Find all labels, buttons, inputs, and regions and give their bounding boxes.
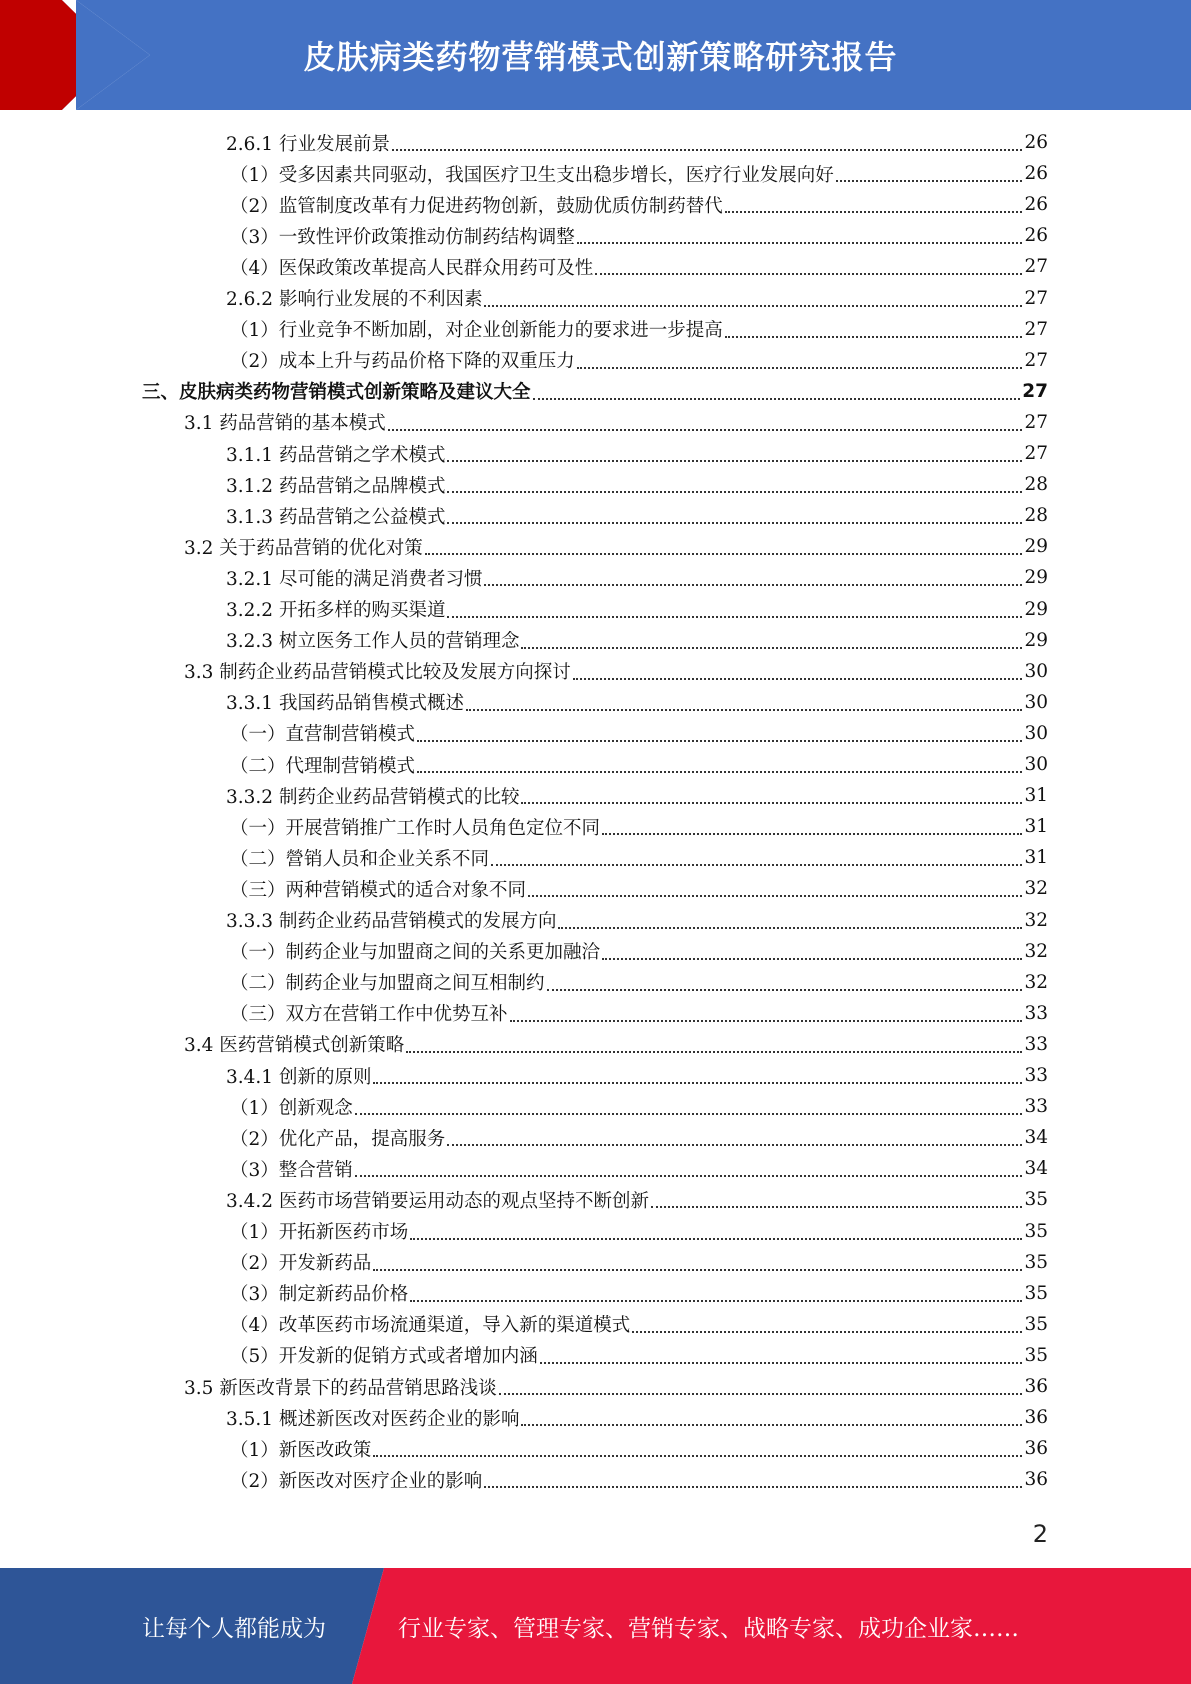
toc-entry-title: （4）改革医药市场流通渠道，导入新的渠道模式: [230, 1315, 631, 1337]
toc-leader-dots: [425, 552, 1023, 555]
toc-leader-dots: [484, 1485, 1022, 1488]
toc-leader-dots: [484, 583, 1022, 586]
toc-entry[interactable]: [230, 1247, 1048, 1278]
toc-entry-page: 33: [1024, 1065, 1048, 1086]
toc-entry-title: 3.1 药品营销的基本模式: [184, 413, 386, 435]
toc-entry[interactable]: [230, 1464, 1048, 1495]
toc-leader-dots: [447, 490, 1022, 493]
toc-leader-dots: [602, 957, 1022, 960]
toc-entry[interactable]: [230, 998, 1048, 1029]
toc-entry-page: 31: [1024, 785, 1048, 807]
toc-leader-dots: [725, 210, 1023, 213]
toc-entry[interactable]: [226, 780, 1048, 811]
toc-entry-page: 34: [1024, 1158, 1048, 1180]
toc-entry-page: 26: [1024, 163, 1048, 185]
toc-entry-page: 32: [1024, 909, 1048, 931]
toc-leader-dots: [491, 863, 1022, 866]
toc-leader-dots: [417, 739, 1022, 742]
toc-leader-dots: [499, 1392, 1023, 1395]
toc-entry-title: （2）开发新药品: [230, 1253, 372, 1275]
toc-entry-page: 36: [1024, 1376, 1048, 1397]
toc-entry-page: 32: [1024, 971, 1048, 993]
toc-leader-dots: [521, 646, 1022, 649]
toc-entry-page: 29: [1024, 536, 1048, 558]
toc-entry-title: （二）營销人员和企业关系不同: [230, 848, 490, 870]
toc-entry-title: 2.6.1 行业发展前景: [226, 133, 390, 155]
toc-entry[interactable]: [230, 1216, 1048, 1247]
toc-entry[interactable]: [230, 314, 1048, 345]
toc-leader-dots: [355, 1112, 1023, 1115]
toc-leader-dots: [573, 677, 1023, 680]
toc-entry-page: 27: [1022, 380, 1048, 402]
toc-entry[interactable]: [226, 687, 1048, 718]
toc-entry[interactable]: [142, 376, 1048, 407]
toc-entry-title: （2）新医改对医疗企业的影响: [230, 1470, 483, 1492]
toc-entry-title: 3.2.1 尽可能的满足消费者习惯: [226, 568, 483, 590]
toc-entry[interactable]: [226, 1402, 1048, 1433]
toc-entry[interactable]: [230, 1340, 1048, 1371]
toc-entry-title: 3.2.3 树立医务工作人员的营销理念: [226, 631, 520, 653]
toc-entry-title: 3.4.2 医药市场营销要运用动态的观点坚持不断创新: [226, 1190, 649, 1212]
red-arrow-icon: [0, 0, 160, 110]
toc-entry-title: （一）直营制营销模式: [230, 724, 416, 746]
toc-entry-page: 35: [1024, 1313, 1048, 1335]
toc-entry[interactable]: [230, 1091, 1048, 1122]
toc-entry[interactable]: [230, 189, 1048, 220]
toc-entry[interactable]: [230, 220, 1048, 251]
toc-leader-dots: [417, 770, 1022, 773]
toc-leader-dots: [355, 1174, 1023, 1177]
toc-entry-title: 3.3.3 制药企业药品营销模式的发展方向: [226, 911, 557, 932]
toc-entry-page: 32: [1024, 878, 1048, 900]
toc-entry-title: （2）优化产品，提高服务: [230, 1128, 446, 1150]
toc-entry-page: 27: [1024, 256, 1048, 278]
toc-entry[interactable]: [226, 127, 1048, 158]
toc-entry-title: （3）整合营销: [230, 1159, 353, 1181]
toc-entry-page: 35: [1024, 1344, 1048, 1366]
toc-leader-dots: [595, 272, 1022, 275]
toc-entry-page: 30: [1024, 722, 1048, 744]
toc-leader-dots: [602, 832, 1022, 835]
toc-entry[interactable]: [230, 251, 1048, 282]
toc-entry-page: 28: [1024, 505, 1048, 527]
toc-entry[interactable]: [226, 500, 1048, 531]
toc-entry-page: 33: [1024, 1033, 1048, 1055]
toc-entry[interactable]: [184, 407, 1048, 438]
toc-entry[interactable]: [184, 656, 1048, 687]
footer-slogan-right: 行业专家、管理专家、营销专家、战略专家、成功企业家……: [398, 1615, 1019, 1642]
toc-entry[interactable]: [230, 967, 1048, 998]
header-banner: [0, 0, 1191, 110]
toc-entry-page: 35: [1024, 1251, 1048, 1273]
toc-entry-page: 30: [1024, 660, 1048, 682]
toc-entry-title: （5）开发新的促销方式或者增加内涵: [230, 1346, 538, 1368]
toc-entry[interactable]: [226, 1060, 1048, 1091]
toc-entry-title: （3）一致性评价政策推动仿制药结构调整: [230, 226, 575, 248]
toc-entry-page: 27: [1024, 411, 1048, 433]
toc-leader-dots: [392, 148, 1022, 151]
footer-banner: [0, 1568, 1191, 1684]
toc-entry-title: （三）两种营销模式的适合对象不同: [230, 879, 527, 901]
toc-leader-dots: [651, 1205, 1022, 1208]
toc-entry-page: 29: [1024, 629, 1048, 651]
toc-entry-page: 36: [1024, 1469, 1048, 1491]
page-number: 2: [1032, 1520, 1048, 1548]
toc-entry-page: 36: [1024, 1407, 1048, 1429]
toc-entry-page: 27: [1024, 443, 1048, 464]
toc-entry-title: 2.6.2 影响行业发展的不利因素: [226, 289, 483, 310]
toc-entry[interactable]: [226, 283, 1048, 314]
toc-entry-title: （2）监管制度改革有力促进药物创新，鼓励优质仿制药替代: [230, 195, 723, 217]
toc-leader-dots: [447, 459, 1022, 462]
toc-entry-title: 3.3.1 我国药品销售模式概述: [226, 693, 464, 715]
toc-entry[interactable]: [230, 1278, 1048, 1309]
toc-entry[interactable]: [230, 842, 1048, 873]
toc-entry[interactable]: [226, 469, 1048, 500]
toc-entry-page: 32: [1024, 940, 1048, 962]
toc-entry-title: 3.3 制药企业药品营销模式比较及发展方向探讨: [184, 662, 571, 684]
toc-entry-title: 3.5 新医改背景下的药品营销思路浅谈: [184, 1377, 497, 1399]
toc-entry[interactable]: [184, 1029, 1048, 1060]
toc-leader-dots: [510, 1019, 1023, 1022]
toc-entry[interactable]: [226, 594, 1048, 625]
toc-leader-dots: [410, 1237, 1022, 1240]
toc-leader-dots: [547, 988, 1023, 991]
toc-entry-title: （4）医保政策改革提高人民群众用药可及性: [230, 257, 594, 279]
toc-entry-title: 3.1.1 药品营销之学术模式: [226, 444, 446, 466]
toc-leader-dots: [406, 1050, 1022, 1053]
toc-leader-dots: [540, 1361, 1023, 1364]
toc-entry-title: （1）受多因素共同驱动，我国医疗卫生支出稳步增长，医疗行业发展向好: [230, 164, 834, 186]
toc-entry-title: 3.2.2 开拓多样的购买渠道: [226, 600, 446, 621]
toc-entry[interactable]: [230, 718, 1048, 749]
toc-entry-page: 35: [1024, 1189, 1048, 1211]
toc-entry-page: 35: [1024, 1282, 1048, 1304]
toc-entry-title: 3.4.1 创新的原则: [226, 1066, 372, 1088]
toc-entry[interactable]: [226, 1184, 1048, 1215]
toc-leader-dots: [521, 801, 1022, 804]
toc-entry-page: 26: [1024, 225, 1048, 247]
toc-entry-page: 35: [1024, 1220, 1048, 1242]
toc-entry-page: 31: [1024, 816, 1048, 838]
toc-entry[interactable]: [230, 1122, 1048, 1153]
toc-leader-dots: [577, 241, 1023, 244]
toc-leader-dots: [447, 615, 1022, 618]
report-title: 皮肤病类药物营销模式创新策略研究报告: [303, 38, 898, 76]
toc-entry-title: （1）创新观念: [230, 1097, 353, 1119]
toc-entry-title: 3.5.1 概述新医改对医药企业的影响: [226, 1408, 520, 1430]
toc-leader-dots: [373, 1081, 1022, 1084]
toc-entry-title: 三、皮肤病类药物营销模式创新策略及建议大全: [142, 382, 531, 404]
toc-entry-page: 36: [1024, 1438, 1048, 1460]
toc-entry-page: 26: [1024, 132, 1048, 153]
toc-entry-page: 30: [1024, 754, 1048, 775]
toc-entry-title: 3.4 医药营销模式创新策略: [184, 1035, 405, 1057]
toc-entry[interactable]: [230, 811, 1048, 842]
toc-leader-dots: [447, 1143, 1022, 1146]
toc-entry-page: 33: [1024, 1002, 1048, 1024]
toc-entry-page: 29: [1024, 598, 1048, 620]
toc-leader-dots: [577, 366, 1023, 369]
toc-entry[interactable]: [226, 438, 1048, 469]
toc-leader-dots: [632, 1330, 1022, 1333]
toc-entry[interactable]: [230, 345, 1048, 376]
toc-leader-dots: [558, 926, 1022, 929]
toc-entry-title: （3）制定新药品价格: [230, 1284, 409, 1306]
toc-entry-page: 30: [1024, 691, 1048, 713]
toc-entry-title: （1）行业竞争不断加剧，对企业创新能力的要求进一步提高: [230, 320, 723, 342]
toc-entry-title: 3.1.2 药品营销之品牌模式: [226, 475, 446, 497]
toc-entry-page: 29: [1024, 567, 1048, 589]
toc-entry[interactable]: [230, 749, 1048, 780]
toc-entry[interactable]: [184, 1371, 1048, 1402]
toc-entry[interactable]: [230, 158, 1048, 189]
toc-entry[interactable]: [226, 562, 1048, 593]
toc-entry[interactable]: [230, 936, 1048, 967]
toc-leader-dots: [410, 1299, 1022, 1302]
toc-leader-dots: [447, 521, 1022, 524]
toc-leader-dots: [373, 1454, 1022, 1457]
toc-leader-dots: [725, 335, 1023, 338]
toc-entry-title: （一）制药企业与加盟商之间的关系更加融洽: [230, 942, 601, 964]
toc-entry-title: （二）制药企业与加盟商之间互相制约: [230, 973, 545, 995]
toc-leader-dots: [836, 179, 1023, 182]
toc-entry-title: （1）新医改政策: [230, 1439, 372, 1461]
footer-slogan-left: 让每个人都能成为: [142, 1615, 326, 1642]
toc-entry[interactable]: [230, 1433, 1048, 1464]
toc-entry[interactable]: [226, 625, 1048, 656]
toc-entry-page: 33: [1024, 1096, 1048, 1118]
toc-entry-page: 26: [1024, 194, 1048, 216]
toc-leader-dots: [521, 1423, 1022, 1426]
toc-entry[interactable]: [226, 905, 1048, 936]
toc-entry-title: （二）代理制营销模式: [230, 755, 416, 777]
toc-entry-page: 31: [1024, 847, 1048, 869]
toc-leader-dots: [484, 304, 1022, 307]
toc-entry-title: （三）双方在营销工作中优势互补: [230, 1004, 508, 1026]
toc-entry-page: 28: [1024, 474, 1048, 496]
toc-entry-page: 27: [1024, 349, 1048, 371]
toc-entry[interactable]: [184, 531, 1048, 562]
toc-entry-title: （1）开拓新医药市场: [230, 1222, 409, 1243]
toc-leader-dots: [528, 894, 1022, 897]
toc-leader-dots: [373, 1268, 1022, 1271]
toc-entry[interactable]: [230, 1153, 1048, 1184]
toc-entry-page: 34: [1024, 1127, 1048, 1149]
toc-leader-dots: [466, 708, 1022, 711]
toc-entry[interactable]: [230, 873, 1048, 904]
toc-leader-dots: [533, 397, 1021, 400]
toc-entry[interactable]: [230, 1309, 1048, 1340]
toc-entry-title: （2）成本上升与药品价格下降的双重压力: [230, 351, 575, 373]
toc-entry-title: 3.3.2 制药企业药品营销模式的比较: [226, 786, 520, 808]
toc-entry-title: 3.2 关于药品营销的优化对策: [184, 537, 423, 559]
toc-entry-page: 27: [1024, 287, 1048, 309]
toc-leader-dots: [388, 428, 1023, 431]
toc-entry-title: （一）开展营销推广工作时人员角色定位不同: [230, 817, 601, 839]
toc-entry-page: 27: [1024, 318, 1048, 340]
toc-entry-title: 3.1.3 药品营销之公益模式: [226, 506, 446, 528]
